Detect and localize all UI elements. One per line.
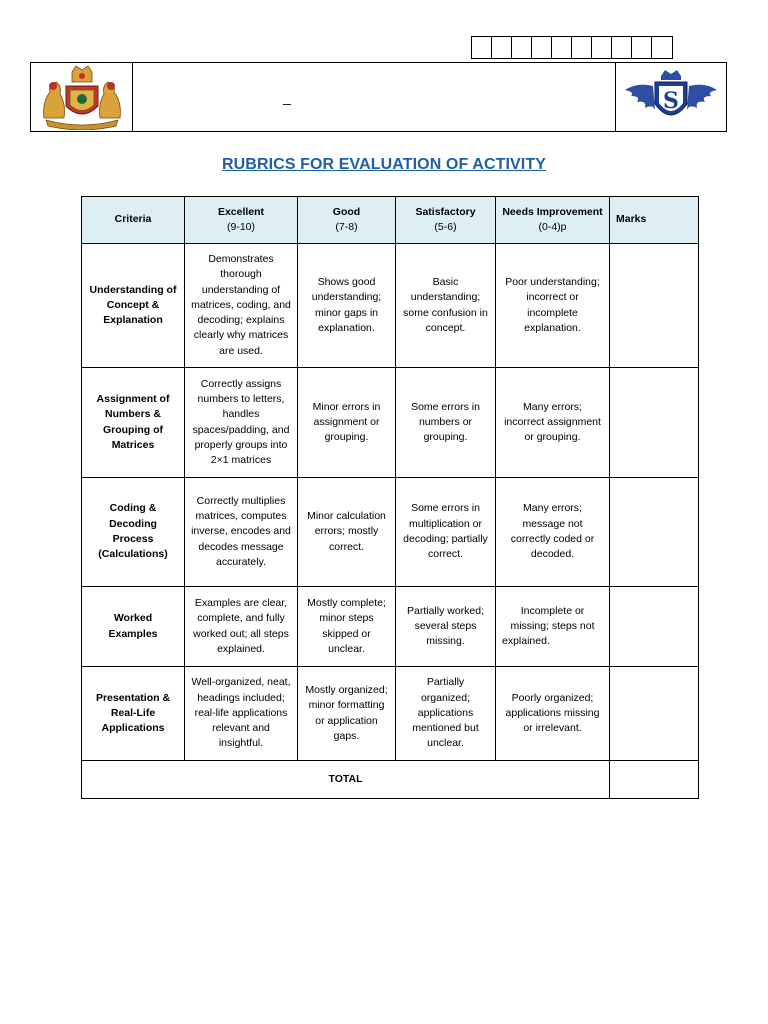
criteria-cell: Worked Examples xyxy=(82,587,185,667)
table-row xyxy=(82,368,699,478)
register-digit-box[interactable] xyxy=(472,37,492,58)
header-dash: _ xyxy=(283,89,291,105)
excellent-cell: Correctly assigns numbers to letters, handles spaces/padding, and properly groups into 2×1 matrices xyxy=(185,368,298,478)
rubric-table xyxy=(81,196,699,799)
criteria-cell: Presentation & Real-Life Applications xyxy=(82,667,185,761)
criteria-cell: Assignment of Numbers & Grouping of Matrices xyxy=(82,368,185,478)
needs-improvement-cell: Many errors; incorrect assignment or grouping. xyxy=(496,368,610,478)
register-digit-box[interactable] xyxy=(592,37,612,58)
needs-improvement-cell: Poor understanding; incorrect or incomplete explanation. xyxy=(496,244,610,368)
needs-improvement-cell: Incomplete or missing; steps not explained. xyxy=(496,587,610,667)
table-row xyxy=(82,478,699,587)
header-satisfactory: Satisfactory (5-6) xyxy=(396,197,496,244)
excellent-cell: Correctly multiplies matrices, computes inverse, encodes and decodes message accurately. xyxy=(185,478,298,587)
criteria-cell: Understanding of Concept & Explanation xyxy=(82,244,185,368)
header-title-area xyxy=(133,63,616,131)
register-digit-box[interactable] xyxy=(532,37,552,58)
satisfactory-cell: Some errors in multiplication or decoding; partially correct. xyxy=(396,478,496,587)
criteria-cell: Coding & Decoding Process (Calculations) xyxy=(82,478,185,587)
register-digit-box[interactable] xyxy=(572,37,592,58)
table-row xyxy=(82,587,699,667)
table-row xyxy=(82,667,699,761)
satisfactory-cell: Some errors in numbers or grouping. xyxy=(396,368,496,478)
total-row xyxy=(82,761,699,799)
marks-cell[interactable] xyxy=(610,667,699,761)
good-cell: Minor errors in assignment or grouping. xyxy=(298,368,396,478)
header-criteria: Criteria xyxy=(82,197,185,244)
marks-cell[interactable] xyxy=(610,478,699,587)
table-header-row xyxy=(82,197,699,244)
marks-cell[interactable] xyxy=(610,244,699,368)
good-cell: Mostly organized; minor formatting or application gaps. xyxy=(298,667,396,761)
page-title xyxy=(0,156,768,174)
institution-shield-icon xyxy=(616,63,726,131)
register-digit-box[interactable] xyxy=(652,37,672,58)
header-marks: Marks xyxy=(610,197,699,244)
register-digit-box[interactable] xyxy=(612,37,632,58)
header-good: Good (7-8) xyxy=(298,197,396,244)
register-digit-box[interactable] xyxy=(552,37,572,58)
good-cell: Shows good understanding; minor gaps in explanation. xyxy=(298,244,396,368)
register-digit-box[interactable] xyxy=(632,37,652,58)
needs-improvement-cell: Many errors; message not correctly coded or decoded. xyxy=(496,478,610,587)
document-header xyxy=(30,62,727,132)
svg-text:S: S xyxy=(663,88,679,114)
satisfactory-cell: Basic understanding; some confusion in concept. xyxy=(396,244,496,368)
excellent-cell: Well-organized, neat, headings included; real-life applications relevant and insightful. xyxy=(185,667,298,761)
needs-improvement-cell: Poorly organized; applications missing or irrelevant. xyxy=(496,667,610,761)
register-number-boxes[interactable] xyxy=(471,36,673,59)
register-digit-box[interactable] xyxy=(512,37,532,58)
excellent-cell: Demonstrates thorough understanding of matrices, coding, and decoding; explains clearly why matrices are used. xyxy=(185,244,298,368)
excellent-cell: Examples are clear, complete, and fully worked out; all steps explained. xyxy=(185,587,298,667)
register-digit-box[interactable] xyxy=(492,37,512,58)
header-excellent: Excellent (9-10) xyxy=(185,197,298,244)
table-row xyxy=(82,244,699,368)
total-label: TOTAL xyxy=(82,761,610,799)
header-needs-improvement: Needs Improvement (0-4)p xyxy=(496,197,610,244)
satisfactory-cell: Partially organized; applications mentioned but unclear. xyxy=(396,667,496,761)
good-cell: Mostly complete; minor steps skipped or unclear. xyxy=(298,587,396,667)
total-marks-cell[interactable] xyxy=(610,761,699,799)
satisfactory-cell: Partially worked; several steps missing. xyxy=(396,587,496,667)
page-title-text: RUBRICS FOR EVALUATION OF ACTIVITY xyxy=(222,156,546,173)
marks-cell[interactable] xyxy=(610,368,699,478)
state-emblem-icon xyxy=(31,63,133,131)
good-cell: Minor calculation errors; mostly correct. xyxy=(298,478,396,587)
marks-cell[interactable] xyxy=(610,587,699,667)
